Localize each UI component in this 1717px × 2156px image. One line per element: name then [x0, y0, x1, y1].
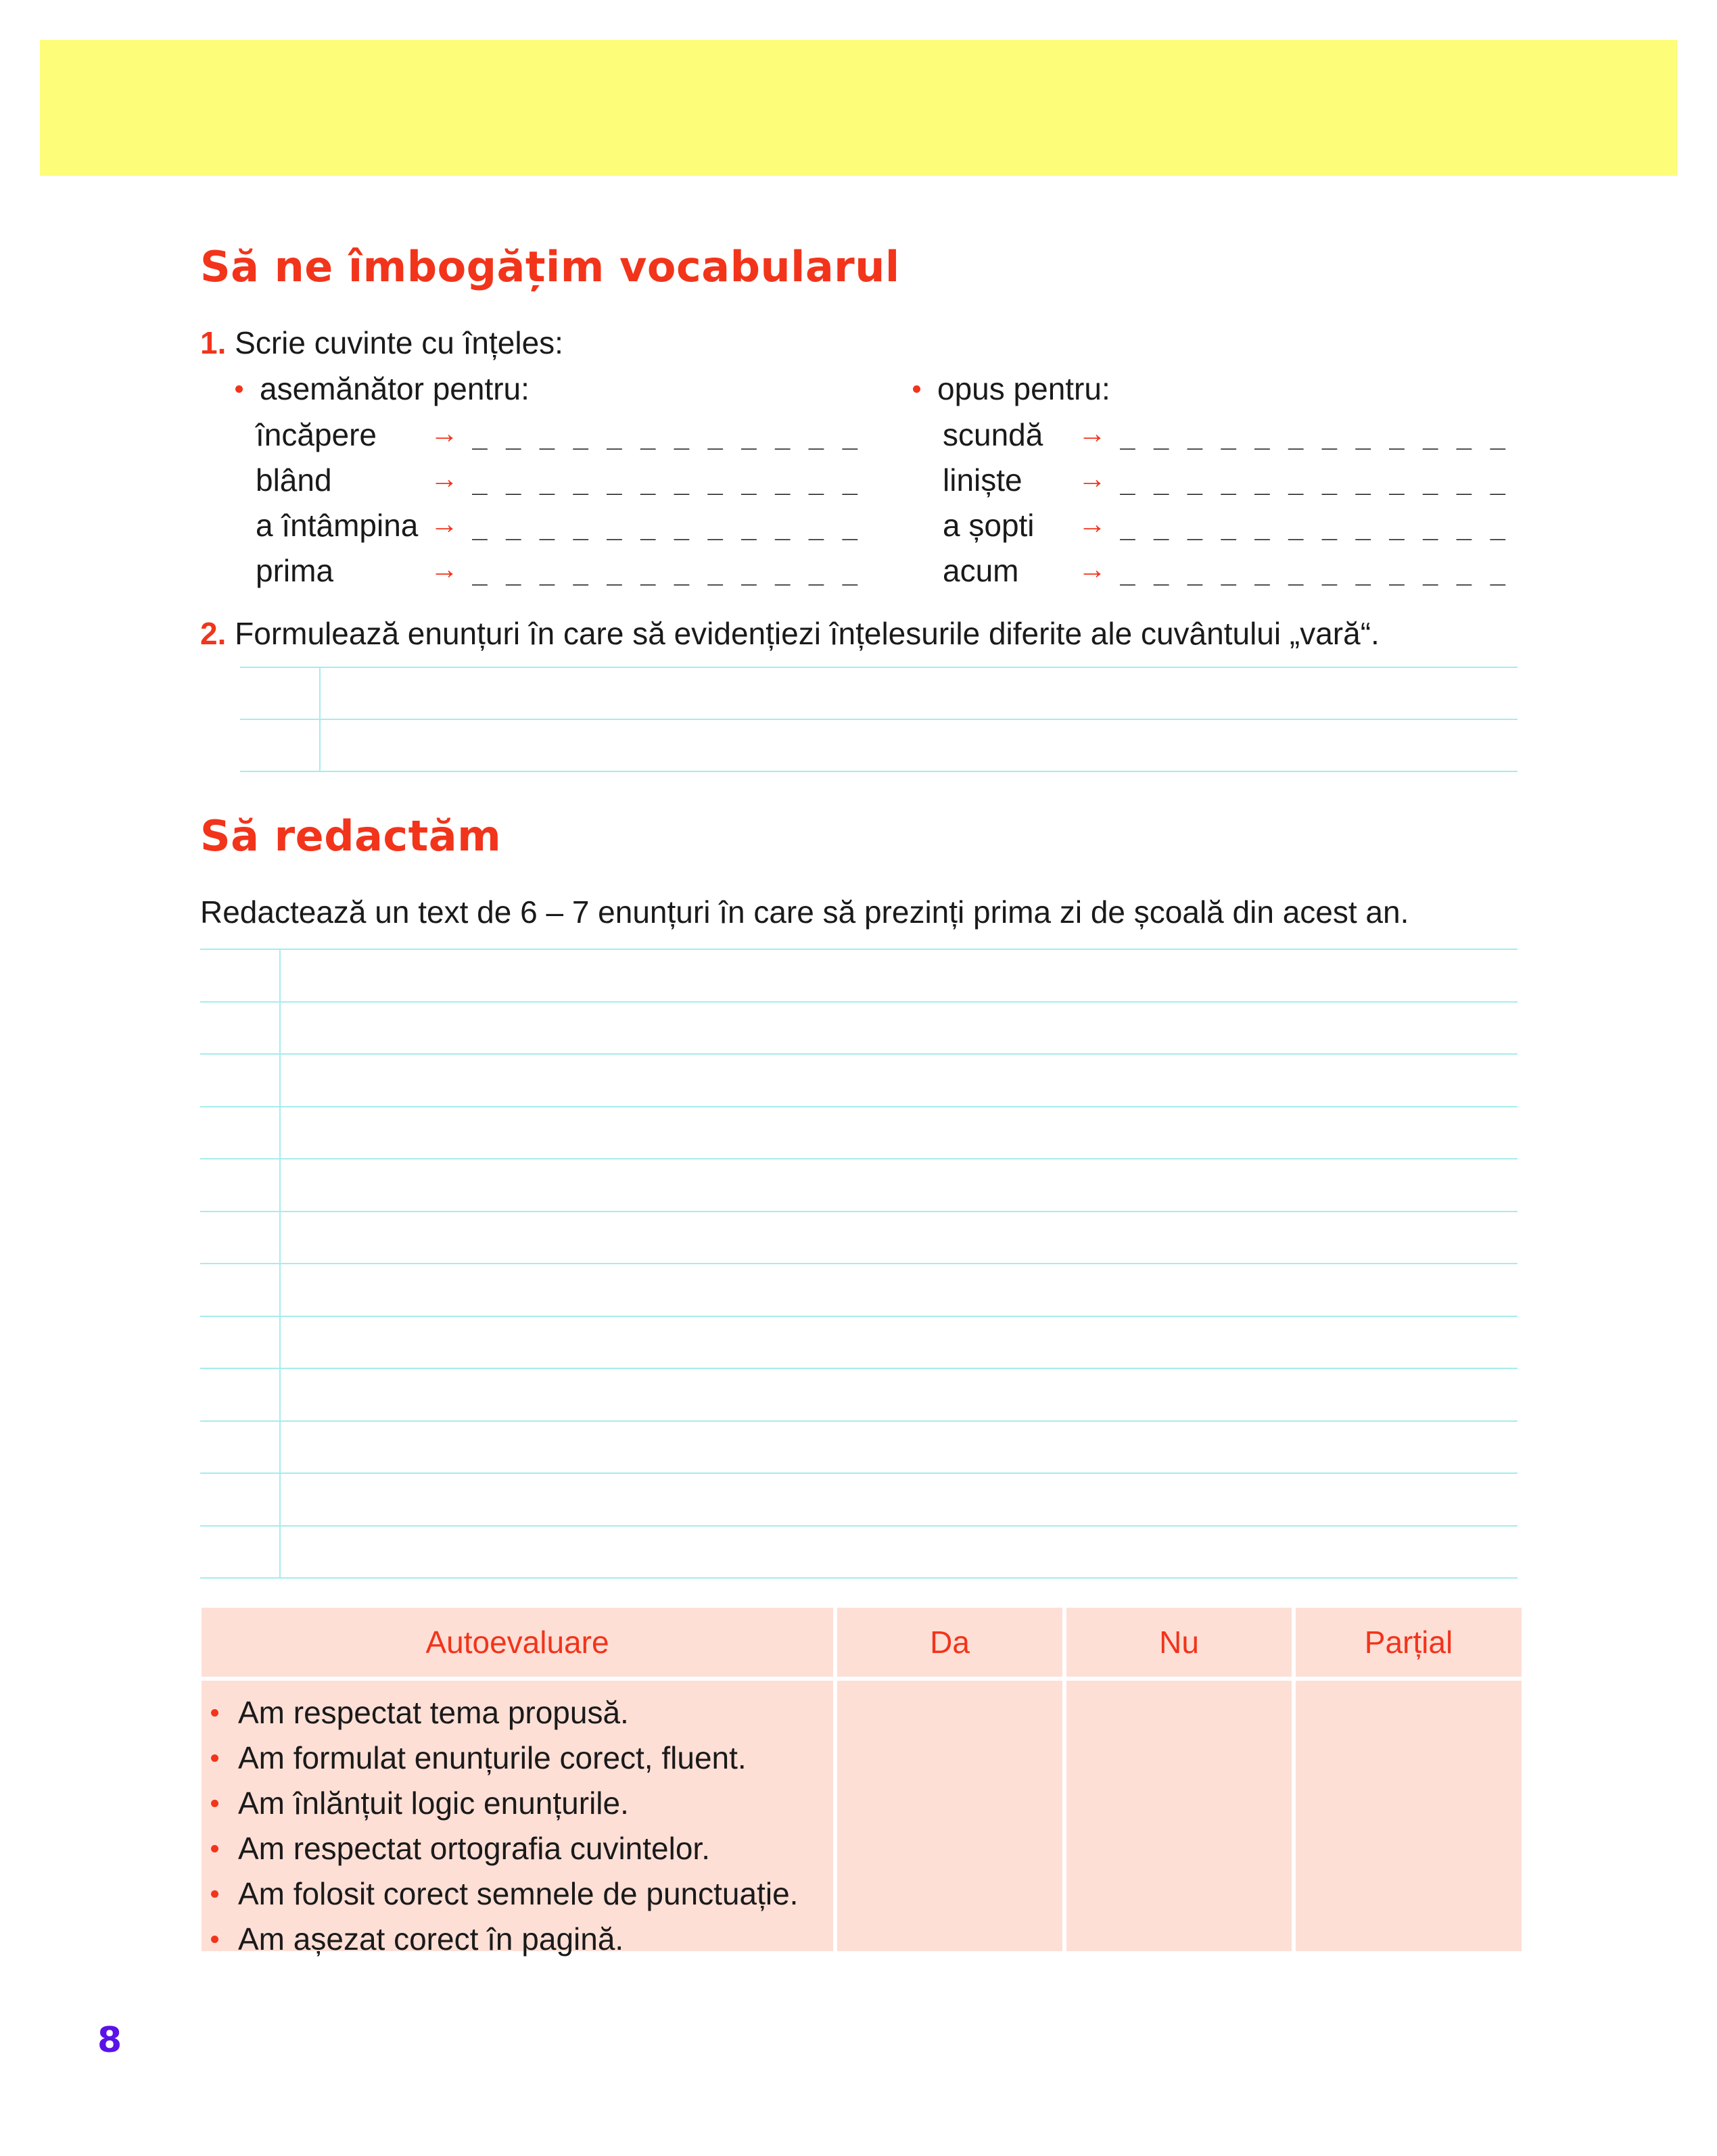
section-title-writing: Să redactăm — [200, 811, 502, 861]
bullet-icon — [211, 1845, 218, 1852]
exercise-2-number: 2. — [200, 616, 227, 651]
answer-blank[interactable]: _ _ _ _ _ _ _ _ _ _ _ _ — [1120, 556, 1507, 585]
list-item: Am respectat ortografia cuvintelor. — [202, 1833, 833, 1878]
synonym-word: prima — [256, 553, 334, 588]
answer-cell-da[interactable] — [837, 1681, 1062, 1951]
answer-blank[interactable]: _ _ _ _ _ _ _ _ _ _ _ _ — [1120, 465, 1507, 495]
answer-blank[interactable]: _ _ _ _ _ _ _ _ _ _ _ _ — [472, 465, 860, 495]
bullet-icon — [913, 385, 920, 393]
list-item: Am formulat enunțurile corect, fluent. — [202, 1742, 833, 1788]
exercise-2-text: Formulează enunțuri în care să evidențiezi înțelesurile diferite ale cuvântului „vară“. — [235, 616, 1380, 651]
arrow-right-icon: → — [430, 462, 458, 494]
header-autoevaluare: Autoevaluare — [202, 1608, 833, 1677]
antonym-word: scundă — [943, 417, 1043, 452]
answer-blank[interactable]: _ _ _ _ _ _ _ _ _ _ _ _ — [1120, 510, 1507, 540]
header-da: Da — [837, 1608, 1062, 1677]
arrow-right-icon: → — [1078, 508, 1106, 540]
exercise-1-text: Scrie cuvinte cu înțeles: — [235, 325, 563, 360]
arrow-right-icon: → — [1078, 462, 1106, 494]
antonym-word: a șopti — [943, 508, 1035, 543]
arrow-right-icon: → — [1078, 417, 1106, 449]
bullet-icon — [211, 1800, 218, 1807]
exercise-1-prompt — [200, 327, 563, 358]
answer-cell-partial[interactable] — [1296, 1681, 1522, 1951]
header-banner — [40, 40, 1677, 176]
criteria-list — [202, 1681, 833, 1957]
header-nu: Nu — [1066, 1608, 1292, 1677]
synonyms-label: asemănător pentru: — [260, 371, 530, 406]
bullet-icon — [211, 1936, 218, 1943]
answer-blank[interactable]: _ _ _ _ _ _ _ _ _ _ _ _ — [1120, 420, 1507, 450]
section-title-vocabulary: Să ne îmbogățim vocabularul — [200, 242, 900, 291]
antonym-word: liniște — [943, 462, 1022, 498]
answer-cell-nu[interactable] — [1066, 1681, 1292, 1951]
synonym-word: încăpere — [256, 417, 377, 452]
answer-blank[interactable]: _ _ _ _ _ _ _ _ _ _ _ _ — [472, 510, 860, 540]
antonyms-label: opus pentru: — [937, 371, 1110, 406]
synonym-word: a întâmpina — [256, 508, 419, 543]
arrow-right-icon: → — [430, 553, 458, 585]
bullet-icon — [211, 1709, 218, 1717]
synonym-word: blând — [256, 462, 332, 498]
bullet-icon — [211, 1890, 218, 1898]
list-item: Am folosit corect semnele de punctuație. — [202, 1878, 833, 1923]
arrow-right-icon: → — [1078, 553, 1106, 585]
answer-blank[interactable]: _ _ _ _ _ _ _ _ _ _ _ _ — [472, 420, 860, 450]
writing-instruction: Redactează un text de 6 – 7 enunțuri în care să prezinți prima zi de școală din acest an. — [200, 894, 1409, 930]
list-item: Am așezat corect în pagină. — [202, 1923, 833, 1969]
bullet-icon — [235, 385, 243, 393]
header-partial: Parțial — [1296, 1608, 1522, 1677]
bullet-icon — [211, 1754, 218, 1762]
answer-blank[interactable]: _ _ _ _ _ _ _ _ _ _ _ _ — [472, 556, 860, 585]
page-number: 8 — [97, 2020, 122, 2061]
arrow-right-icon: → — [430, 508, 458, 540]
list-item: Am respectat tema propusă. — [202, 1697, 833, 1742]
exercise-2-prompt — [200, 618, 1380, 649]
list-item: Am înlănțuit logic enunțurile. — [202, 1788, 833, 1833]
antonym-word: acum — [943, 553, 1019, 588]
arrow-right-icon: → — [430, 417, 458, 449]
self-assessment-table — [202, 1608, 1518, 1957]
exercise-1-number: 1. — [200, 325, 227, 360]
